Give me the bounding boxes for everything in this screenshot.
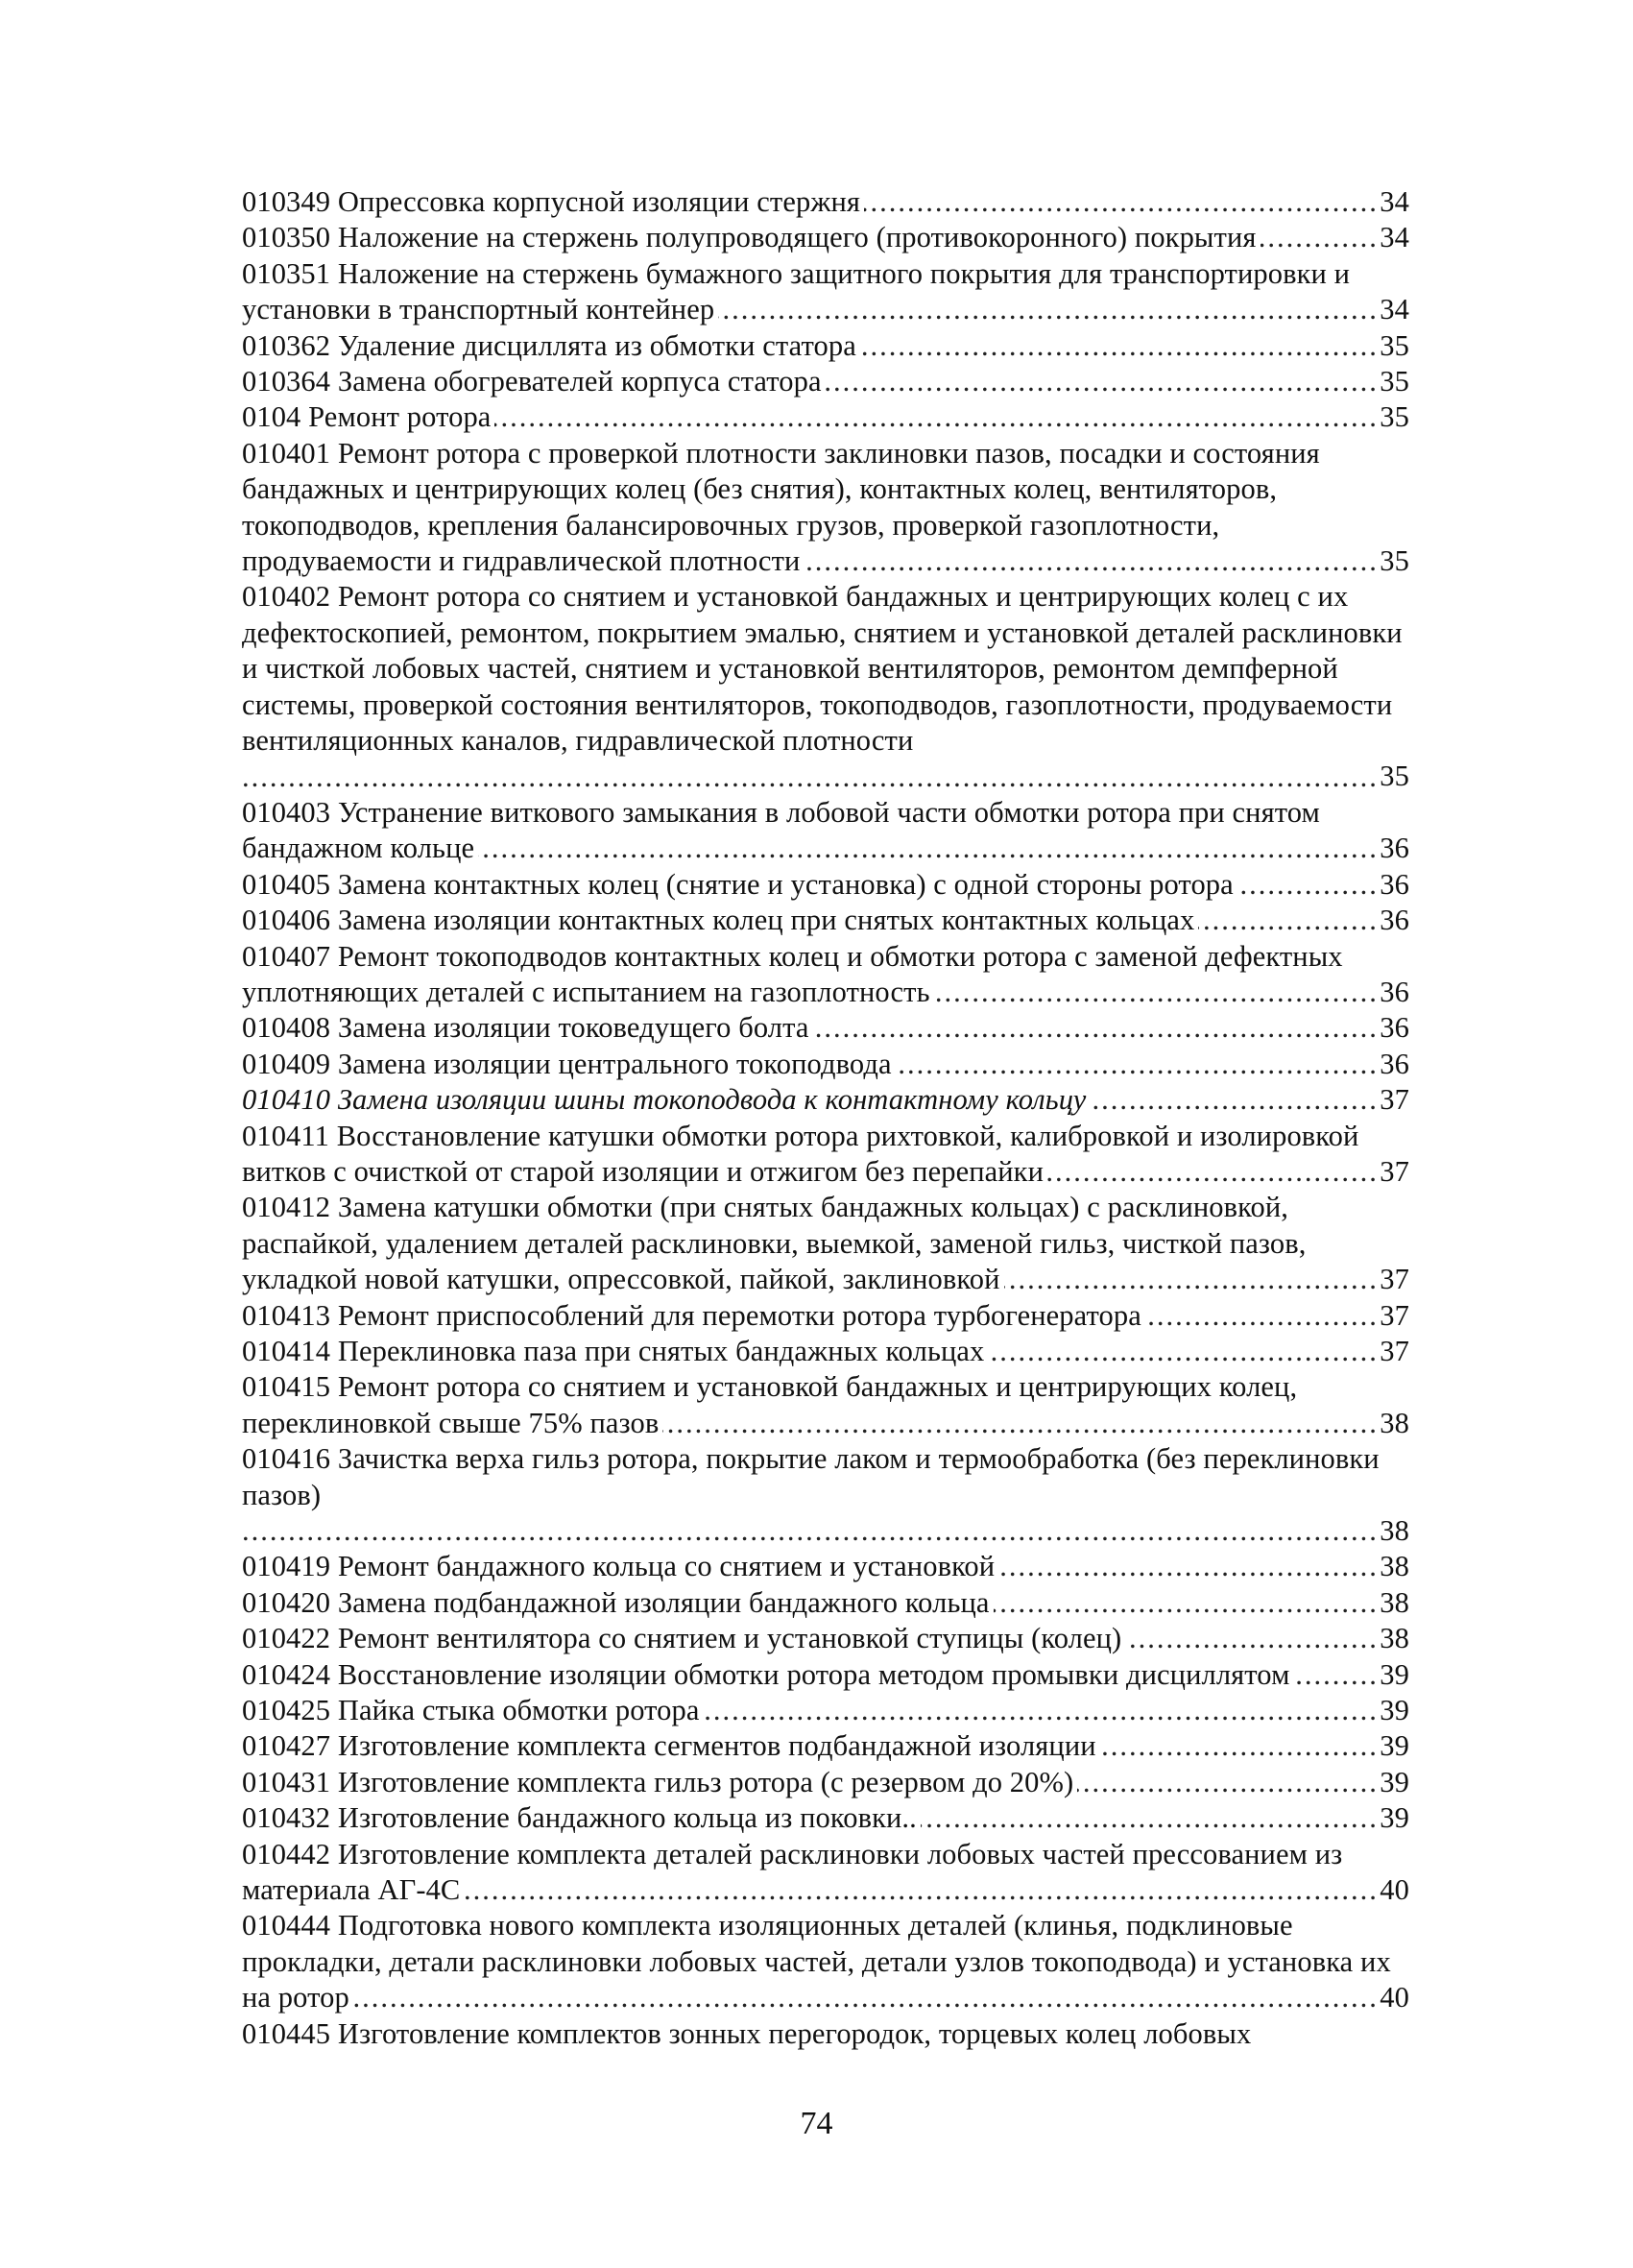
entry-page: 35 [1377, 364, 1409, 399]
entry-code: 010424 [242, 1657, 331, 1691]
entry-page: 36 [1377, 975, 1409, 1010]
entry-code: 010364 [242, 365, 331, 398]
entry-title: Замена контактных колец (снятие и установка) с одной стороны ротора [337, 867, 1234, 901]
page-number: 74 [800, 2106, 833, 2141]
entry-code: 010442 [242, 1837, 331, 1870]
toc-entry [242, 1800, 1409, 1836]
entry-code: 010413 [242, 1298, 331, 1332]
table-of-contents [242, 184, 1409, 2052]
entry-page: 37 [1377, 1082, 1409, 1118]
toc-entry [242, 1621, 1409, 1656]
entry-page: 38 [1377, 1513, 1409, 1549]
entry-page: 34 [1377, 220, 1409, 255]
toc-entry [242, 1334, 1409, 1369]
toc-entry [242, 1765, 1409, 1800]
toc-entry [242, 399, 1409, 435]
entry-code: 010406 [242, 904, 331, 937]
toc-entry [242, 1693, 1409, 1728]
toc-entry [242, 1010, 1409, 1046]
entry-page: 38 [1377, 1406, 1409, 1441]
toc-entry [242, 364, 1409, 399]
entry-code: 010402 [242, 580, 331, 614]
entry-page: 39 [1377, 1728, 1409, 1764]
toc-entry [242, 184, 1409, 220]
entry-page: 36 [1377, 903, 1409, 938]
entry-code: 010431 [242, 1765, 331, 1798]
entry-code: 010401 [242, 436, 331, 470]
toc-entry [242, 1585, 1409, 1621]
entry-title: Восстановление изоляции обмотки ротора методом промывки дисциллятом [337, 1657, 1290, 1691]
entry-code: 010410 [242, 1083, 331, 1117]
entry-page: 36 [1377, 831, 1409, 866]
entry-title: Изготовление комплектов зонных перегородок, торцевых колец лобовых [337, 2016, 1252, 2050]
toc-entry [242, 436, 1409, 580]
entry-page: 35 [1377, 328, 1409, 364]
entry-title: Наложение на стержень бумажного защитного покрытия для транспортировки и установки в транспортный контейнер [242, 256, 1351, 326]
entry-title: Подготовка нового комплекта изоляционных деталей (клинья, подклиновые прокладки, детали расклиновки лобовых частей, детали узлов токоподвода) и установка их на ротор [242, 1909, 1391, 2015]
entry-code: 010414 [242, 1334, 331, 1367]
toc-entry [242, 1298, 1409, 1334]
entry-title: Замена изоляции шины токоподвода к контактному кольцу [337, 1083, 1087, 1117]
entry-page: 40 [1377, 1980, 1409, 2015]
toc-entry [242, 1657, 1409, 1693]
entry-page: 36 [1377, 1010, 1409, 1046]
entry-title: Изготовление комплекта гильз ротора (с резервом до 20%) [337, 1765, 1074, 1798]
entry-code: 010432 [242, 1801, 331, 1835]
entry-title: Ремонт ротора со снятием и установкой бандажных и центрирующих колец, переклиновкой свыше 75% пазов [242, 1370, 1298, 1439]
entry-code: 010427 [242, 1729, 331, 1763]
entry-code: 0104 [242, 400, 301, 434]
entry-code: 010403 [242, 795, 331, 829]
entry-title: Изготовление комплекта сегментов подбандажной изоляции [337, 1729, 1096, 1763]
entry-code: 010412 [242, 1191, 331, 1224]
dot-leader [242, 1513, 1409, 1549]
entry-title: Ремонт приспособлений для перемотки ротора турбогенератора [337, 1298, 1141, 1332]
entry-title: Замена подбандажной изоляции бандажного кольца [337, 1585, 990, 1619]
entry-page: 35 [1377, 399, 1409, 435]
entry-page: 36 [1377, 1047, 1409, 1082]
entry-code: 010416 [242, 1442, 331, 1476]
entry-title: Замена изоляции центрального токоподвода [337, 1047, 892, 1080]
entry-page: 38 [1377, 1621, 1409, 1656]
entry-title: Зачистка верха гильз ротора, покрытие лаком и термообработка (без переклиновки пазов) [242, 1442, 1380, 1511]
entry-page: 38 [1377, 1585, 1409, 1621]
toc-entry [242, 220, 1409, 255]
entry-title: Опрессовка корпусной изоляции стержня [337, 185, 861, 218]
entry-title: Ремонт ротора с проверкой плотности заклиновки пазов, посадки и состояния бандажных и центрирующих колец (без снятия), контактных колец, вентиляторов, токоподводов, крепления балансировочных грузов, проверкой газоплотности, продуваемости и гидравлической плотности [242, 436, 1320, 578]
entry-title: Пайка стыка обмотки ротора [337, 1694, 700, 1727]
entry-code: 010349 [242, 185, 331, 218]
entry-page: 39 [1377, 1657, 1409, 1693]
toc-entry [242, 1190, 1409, 1297]
entry-code: 010422 [242, 1622, 331, 1655]
entry-page: 39 [1377, 1765, 1409, 1800]
toc-entry [242, 939, 1409, 1011]
entry-page: 34 [1377, 184, 1409, 220]
entry-page: 34 [1377, 292, 1409, 327]
entry-title: Наложение на стержень полупроводящего (противокоронного) покрытия [337, 221, 1257, 254]
entry-title: Изготовление комплекта деталей расклиновки лобовых частей прессованием из материала АГ-4С [242, 1837, 1343, 1907]
toc-entry [242, 1441, 1409, 1549]
entry-code: 010444 [242, 1909, 331, 1942]
toc-entry [242, 579, 1409, 794]
entry-code: 010405 [242, 867, 331, 901]
toc-entry [242, 1837, 1409, 1909]
entry-title: Замена катушки обмотки (при снятых бандажных кольцах) с расклиновкой, распайкой, удалением деталей расклиновки, выемкой, заменой гильз, чисткой пазов, укладкой новой катушки, опрессовкой, пайкой, заклиновкой [242, 1191, 1307, 1296]
entry-code: 010420 [242, 1585, 331, 1619]
dot-leader [242, 760, 1409, 795]
toc-entry [242, 1119, 1409, 1191]
entry-title: Переклиновка паза при снятых бандажных кольцах [337, 1334, 985, 1367]
entry-title: Ремонт бандажного кольца со снятием и установкой [337, 1550, 996, 1583]
entry-title: Замена изоляции контактных колец при снятых контактных кольцах [337, 904, 1195, 937]
entry-title: Ремонт вентилятора со снятием и установкой ступицы (колец) [337, 1622, 1122, 1655]
toc-entry [242, 867, 1409, 903]
entry-code: 010407 [242, 939, 331, 973]
entry-title: Удаление дисциллята из обмотки статора [337, 328, 856, 362]
toc-entry [242, 328, 1409, 364]
entry-code: 010409 [242, 1047, 331, 1080]
entry-title: Замена изоляции токоведущего болта [337, 1011, 809, 1045]
toc-entry [242, 1728, 1409, 1764]
toc-entry [242, 1047, 1409, 1082]
entry-page: 39 [1377, 1693, 1409, 1728]
entry-page: 35 [1377, 759, 1409, 794]
toc-entry [242, 256, 1409, 328]
entry-page: 39 [1377, 1800, 1409, 1836]
entry-title: Изготовление бандажного кольца из поковки.. [337, 1801, 917, 1835]
toc-entry [242, 1369, 1409, 1441]
dot-leader [242, 1980, 1409, 2015]
entry-code: 010362 [242, 328, 331, 362]
entry-code: 010425 [242, 1694, 331, 1727]
toc-entry [242, 1908, 1409, 2015]
entry-code: 010419 [242, 1550, 331, 1583]
entry-title: Замена обогревателей корпуса статора [337, 365, 822, 398]
entry-title: Ремонт токоподводов контактных колец и обмотки ротора с заменой дефектных уплотняющих деталей с испытанием на газоплотность [242, 939, 1343, 1008]
toc-entry [242, 1549, 1409, 1584]
entry-code: 010411 [242, 1119, 329, 1152]
entry-code: 010415 [242, 1370, 331, 1404]
entry-code: 010351 [242, 256, 331, 290]
toc-entry [242, 903, 1409, 938]
entry-title: Устранение виткового замыкания в лобовой части обмотки ротора при снятом бандажном кольце [242, 795, 1320, 865]
entry-title: Ремонт ротора [308, 400, 492, 434]
entry-page: 37 [1377, 1298, 1409, 1334]
toc-entry [242, 1082, 1409, 1118]
entry-code: 010350 [242, 221, 331, 254]
entry-page: 40 [1377, 1872, 1409, 1908]
entry-page: 37 [1377, 1262, 1409, 1297]
entry-page: 35 [1377, 543, 1409, 579]
entry-page: 36 [1377, 867, 1409, 903]
entry-page: 38 [1377, 1549, 1409, 1584]
toc-entry [242, 2016, 1409, 2052]
toc-entry [242, 795, 1409, 867]
entry-title: Восстановление катушки обмотки ротора рихтовкой, калибровкой и изолировкой витков с очисткой от старой изоляции и отжигом без перепайки [242, 1119, 1359, 1188]
entry-page: 37 [1377, 1154, 1409, 1190]
entry-code: 010408 [242, 1011, 331, 1045]
entry-title: Ремонт ротора со снятием и установкой бандажных и центрирующих колец с их дефектоскопией, ремонтом, покрытием эмалью, снятием и установкой деталей расклиновки и чисткой лобовых частей, снятием и установкой вентиляторов, ремонтом демпферной системы, проверкой состояния вентиляторов, токоподводов, газоплотности, продуваемости вентиляционных каналов, гидравлической плотности [242, 580, 1403, 758]
entry-page: 37 [1377, 1334, 1409, 1369]
entry-code: 010445 [242, 2016, 331, 2050]
